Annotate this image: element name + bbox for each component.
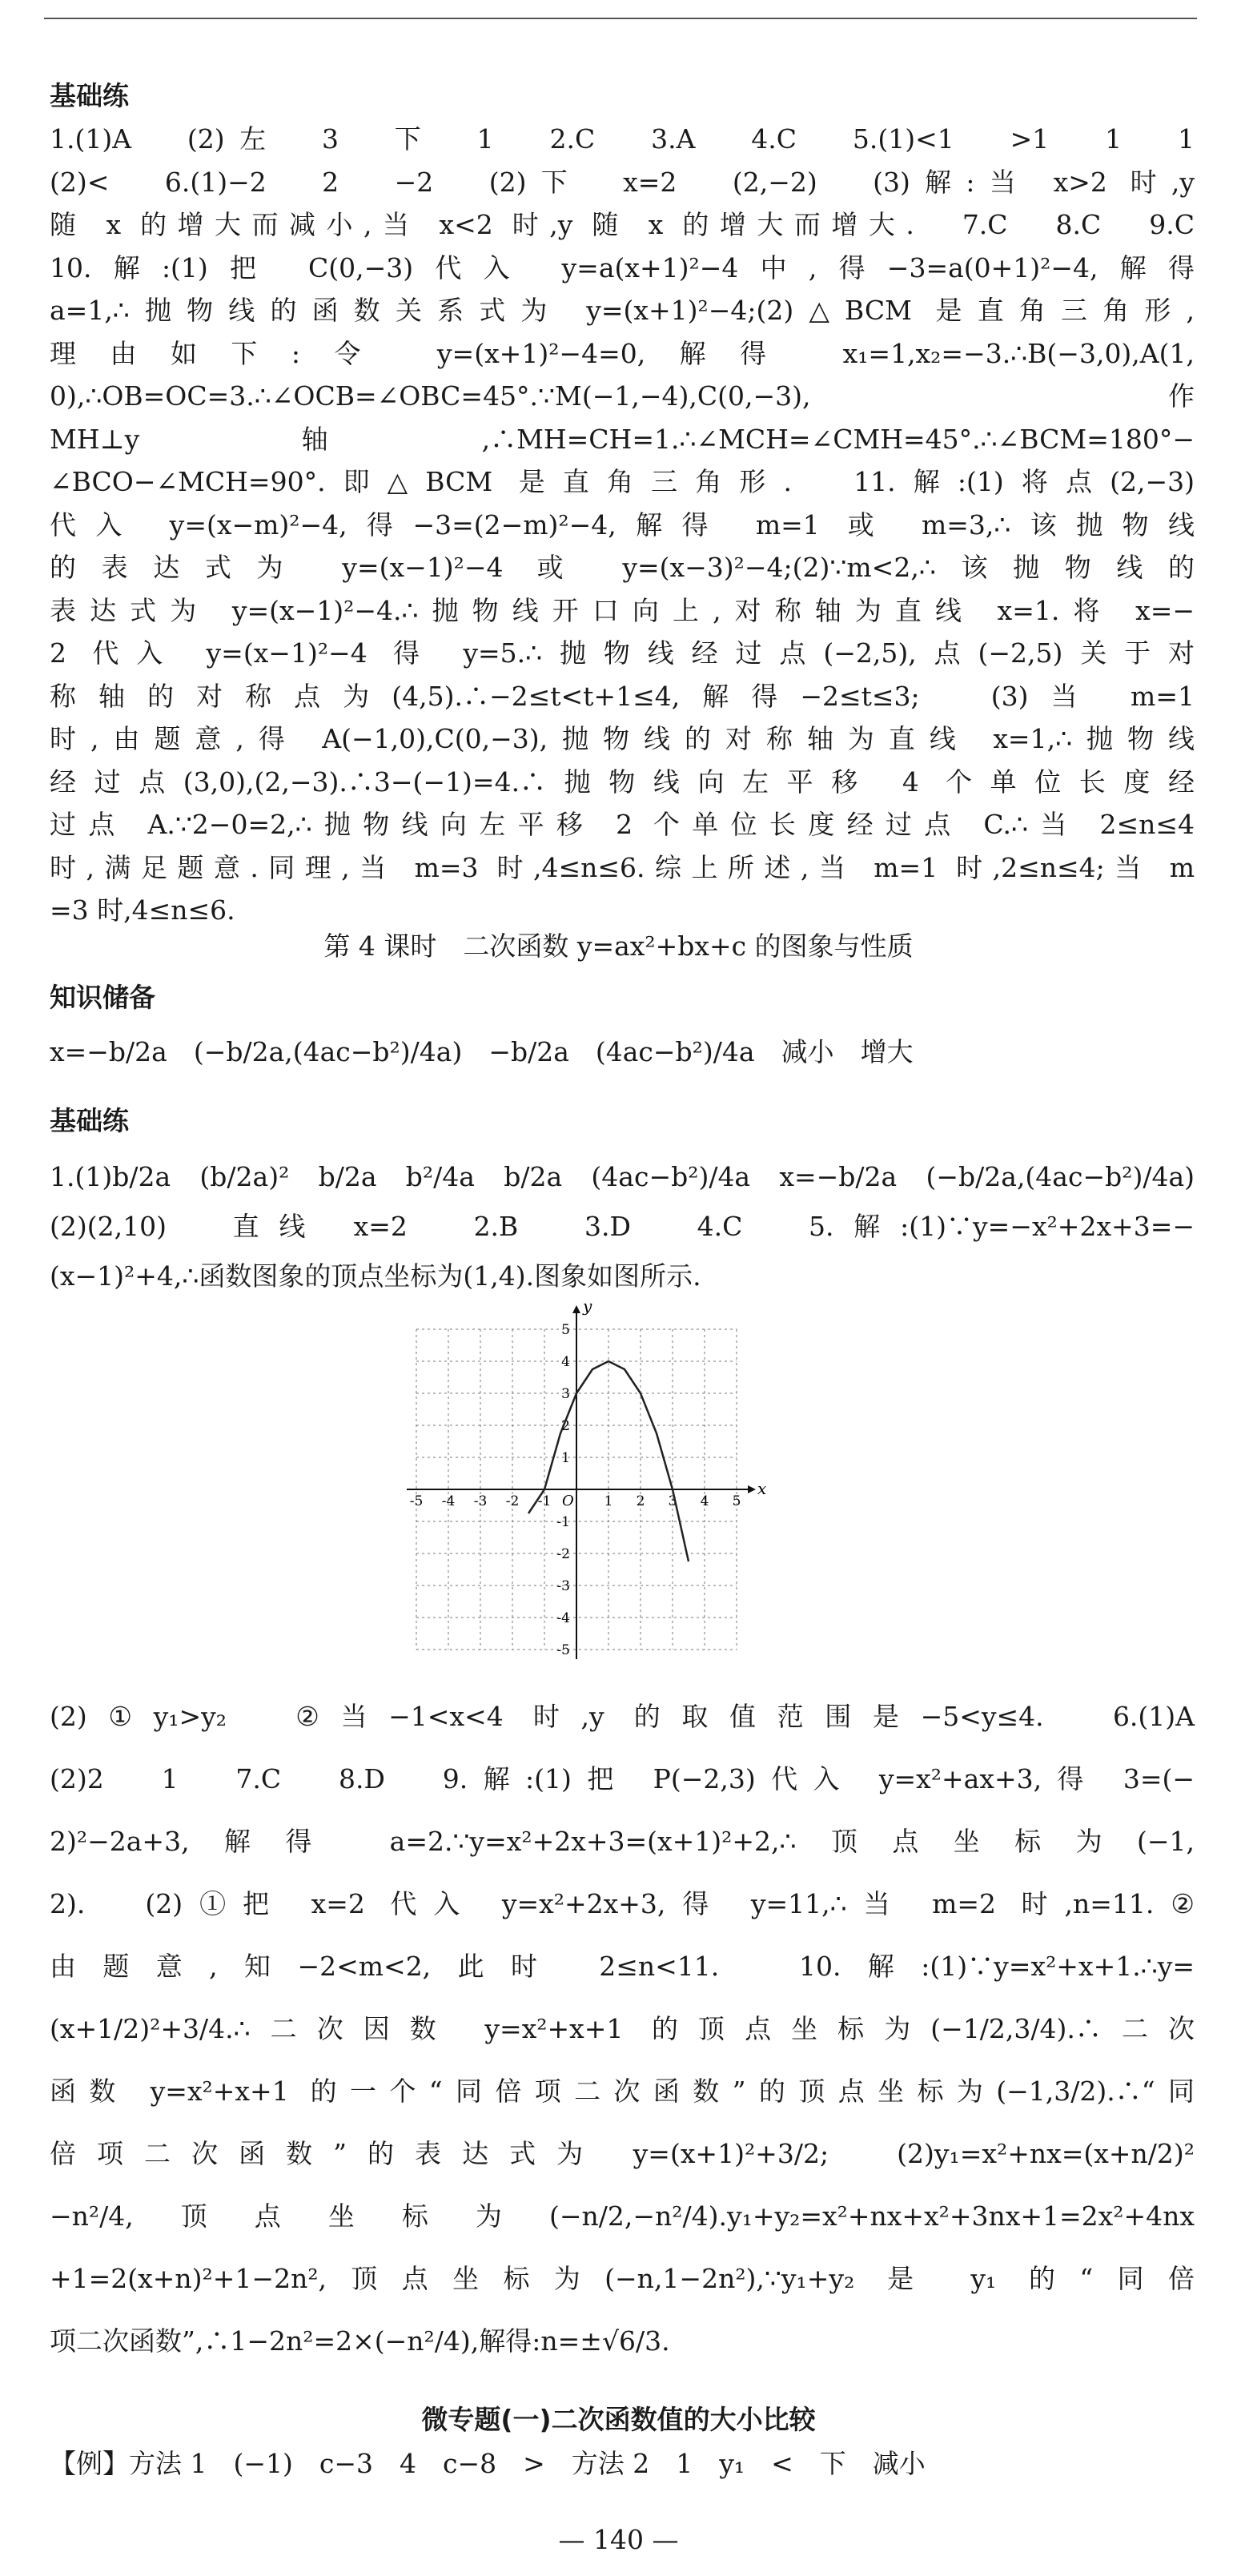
text-line: 1.(1)A (2)左 3 下 1 2.C 3.A 4.C 5.(1)<1 >1 1 1	[50, 123, 1195, 155]
text-line: ∠BCO−∠MCH=90°.即△BCM 是直角三角形. 11.解:(1)将点(2,−3)	[50, 466, 1195, 497]
text-line: (2)(2,10) 直线 x=2 2.B 3.D 4.C 5.解:(1)∵y=−x²+2x+3=−	[50, 1211, 1195, 1242]
text-line: 称轴的对称点为(4,5).∴−2≤t<t+1≤4,解得−2≤t≤3; (3)当 m=1	[50, 680, 1195, 712]
text-line: a=1,∴抛物线的函数关系式为 y=(x+1)²−4;(2)△BCM 是直角三角形,	[50, 295, 1195, 326]
text-line: 理由如下:令 y=(x+1)²−4=0,解得 x₁=1,x₂=−3.∴B(−3,0),A(1,	[50, 337, 1195, 369]
text-line: MH⊥y 轴,∴MH=CH=1.∴∠MCH=∠CMH=45°.∴∠BCM=180°−	[50, 423, 1195, 455]
heading-jichu-2: 基础练	[50, 1105, 129, 1136]
lesson-title: 第 4 课时 二次函数 y=ax²+bx+c 的图象与性质	[323, 930, 914, 962]
top-rule	[44, 18, 1197, 19]
text-line: (2)①y₁>y₂ ②当−1<x<4 时,y 的取值范围是−5<y≤4. 6.(1)A	[50, 1701, 1195, 1732]
heading-jichu-1: 基础练	[50, 80, 129, 111]
y-tick-label: 3	[561, 1386, 570, 1402]
x-tick-label: -2	[505, 1493, 520, 1509]
text-line: 由题意,知−2<m<2,此时 2≤n<11. 10.解:(1)∵y=x²+x+1.∴y=	[50, 1951, 1195, 1982]
text-line: 的表达式为 y=(x−1)²−4 或 y=(x−3)²−4;(2)∵m<2,∴该抛物线的	[50, 552, 1195, 583]
y-tick-label: -5	[556, 1642, 570, 1658]
text-line: 经过点(3,0),(2,−3).∴3−(−1)=4.∴抛物线向左平移 4 个单位长度经	[50, 766, 1195, 798]
text-line: (x+1/2)²+3/4.∴二次因数 y=x²+x+1 的顶点坐标为(−1/2,3/4).∴二次	[50, 2013, 1195, 2044]
origin-label: O	[562, 1493, 574, 1509]
text-line: 时,由题意,得 A(−1,0),C(0,−3),抛物线的对称轴为直线 x=1,∴抛物线	[50, 723, 1195, 754]
x-tick-label: 1	[604, 1493, 613, 1509]
example-line: 【例】方法 1 (−1) c−3 4 c−8 > 方法 2 1 y₁ < 下 减小	[50, 2448, 926, 2479]
x-axis-label: x	[757, 1479, 767, 1498]
x-tick-label: -3	[473, 1493, 488, 1509]
text-line: 10.解:(1)把 C(0,−3)代入 y=a(x+1)²−4中,得−3=a(0+1)²−4,解得	[50, 251, 1195, 283]
text-line: 表达式为 y=(x−1)²−4.∴抛物线开口向上,对称轴为直线 x=1.将 x=−	[50, 594, 1195, 626]
y-tick-label: 2	[561, 1418, 570, 1434]
x-tick-label: 5	[732, 1493, 741, 1509]
x-tick-label: 3	[668, 1493, 677, 1509]
text-line: 2). (2)①把 x=2 代入 y=x²+2x+3,得 y=11,∴当 m=2 时,n=11.②	[50, 1888, 1195, 1919]
text-line: (2)2 1 7.C 8.D 9.解:(1)把 P(−2,3)代入 y=x²+ax+3,得 3=(−	[50, 1763, 1195, 1794]
micro-topic-title: 微专题(一)二次函数值的大小比较	[421, 2404, 816, 2435]
parabola-graph	[392, 1296, 769, 1686]
text-line: 2)²−2a+3,解得 a=2.∵y=x²+2x+3=(x+1)²+2,∴顶点坐标为(−1,	[50, 1826, 1195, 1857]
x-tick-label: -4	[441, 1493, 456, 1509]
x-tick-label: -5	[409, 1493, 424, 1509]
y-tick-label: 1	[561, 1450, 570, 1466]
y-tick-label: -3	[556, 1578, 570, 1594]
y-tick-label: 5	[561, 1322, 570, 1338]
y-axis-label: y	[583, 1296, 592, 1316]
text-line: 1.(1)b/2a (b/2a)² b/2a b²/4a b/2a (4ac−b²)/4a x=−b/2a (−b/2a,(4ac−b²)/4a)	[50, 1161, 1195, 1192]
text-line: 随 x 的增大而减小,当 x<2 时,y 随 x 的增大而增大. 7.C 8.C 9.C	[50, 209, 1195, 240]
text-line: 项二次函数”,∴1−2n²=2×(−n²/4),解得:n=±√6/3.	[50, 2325, 670, 2357]
y-tick-label: -1	[556, 1514, 570, 1530]
text-line: 0),∴OB=OC=3.∴∠OCB=∠OBC=45°.∵M(−1,−4),C(0,−3),作	[50, 380, 1195, 412]
text-line: 2 代入 y=(x−1)²−4 得 y=5.∴抛物线经过点(−2,5),点(−2,5)关于对	[50, 637, 1195, 669]
y-tick-label: -4	[556, 1610, 570, 1626]
text-line: 时,满足题意.同理,当 m=3 时,4≤n≤6.综上所述,当 m=1 时,2≤n≤4;当 m	[50, 851, 1195, 883]
y-axis-arrow	[572, 1305, 580, 1313]
text-line: (2)< 6.(1)−2 2 −2 (2)下 x=2 (2,−2) (3)解:当 x>2 时,y	[50, 166, 1195, 198]
x-tick-label: 2	[636, 1493, 645, 1509]
text-line: 函数 y=x²+x+1 的一个“同倍项二次函数”的顶点坐标为(−1,3/2).∴“同	[50, 2076, 1195, 2107]
text-line: 代入 y=(x−m)²−4,得−3=(2−m)²−4,解得 m=1 或 m=3,∴该抛物线	[50, 508, 1195, 541]
x-axis-arrow	[748, 1485, 756, 1493]
y-tick-label: 4	[561, 1354, 570, 1370]
text-line: 倍项二次函数”的表达式为 y=(x+1)²+3/2; (2)y₁=x²+nx=(x+n/2)²	[50, 2138, 1195, 2169]
text-line: (x−1)²+4,∴函数图象的顶点坐标为(1,4).图象如图所示.	[50, 1260, 701, 1292]
heading-zhishi: 知识储备	[50, 982, 155, 1013]
x-tick-label: 4	[700, 1493, 709, 1509]
y-tick-label: -2	[556, 1546, 570, 1562]
x-tick-label: -1	[537, 1493, 552, 1509]
text-line: −n²/4,顶点坐标为(−n/2,−n²/4).y₁+y₂=x²+nx+x²+3nx+1=2x²+4nx	[50, 2200, 1195, 2232]
text-line: +1=2(x+n)²+1−2n²,顶点坐标为(−n,1−2n²),∵y₁+y₂ 是 y₁ 的“同倍	[50, 2263, 1195, 2294]
text-line: 过点 A.∵2−0=2,∴抛物线向左平移 2 个单位长度经过点 C.∴当 2≤n≤4	[50, 809, 1195, 840]
page-number: — 140 —	[558, 2524, 679, 2555]
text-line: =3 时,4≤n≤6.	[50, 894, 235, 926]
knowledge-line: x=−b/2a (−b/2a,(4ac−b²)/4a) −b/2a (4ac−b²)/4a 减小 增大	[50, 1036, 914, 1067]
